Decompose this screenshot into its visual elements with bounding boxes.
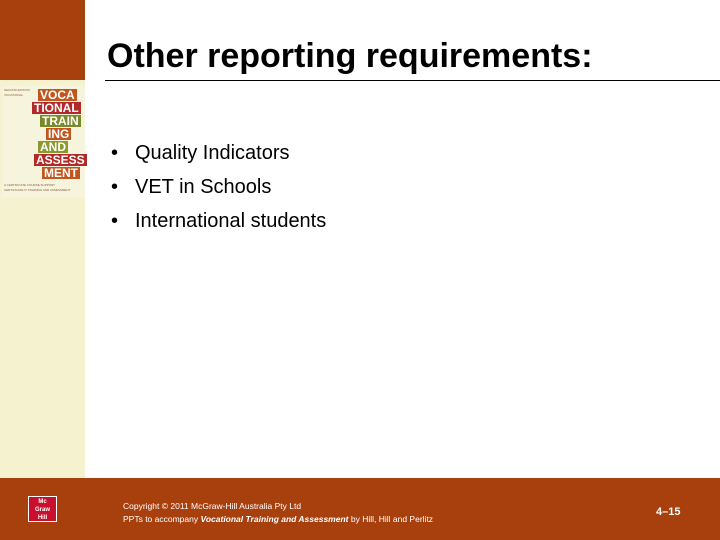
bullet-text: Quality Indicators: [135, 142, 290, 164]
ppts-prefix: PPTs to accompany: [123, 514, 201, 524]
ppts-line: [123, 513, 433, 526]
cover-word-5: AND: [40, 140, 66, 154]
left-sidebar: [0, 0, 85, 540]
cover-word-3: TRAIN: [42, 114, 79, 128]
bullet-text: VET in Schools: [135, 176, 272, 198]
bullet-item: [111, 170, 326, 204]
page-number: 4–15: [656, 506, 681, 518]
cover-subtitle-1: A CERTIFICATE COURSE SUPPORT: [4, 183, 56, 187]
top-left-band: [0, 0, 85, 80]
logo-line-1: Mc: [38, 499, 47, 505]
cover-word-4: ING: [48, 127, 70, 141]
title-underline: [105, 80, 720, 81]
bullet-icon: •: [111, 210, 119, 232]
cover-subtitle-2: CERTIFICATE IV TRAINING AND ASSESSMENT: [4, 188, 71, 192]
logo-line-2: Graw: [34, 507, 50, 513]
footer-text: [123, 500, 433, 526]
copyright-text: Copyright © 2011 McGraw-Hill Australia Pty Ltd: [123, 501, 302, 511]
bullet-icon: •: [111, 176, 119, 198]
book-cover-image: [2, 86, 85, 198]
cover-word-2: TIONAL: [34, 101, 79, 115]
cover-word-6: ASSESS: [36, 153, 85, 167]
book-title: Vocational Training and Assessment: [200, 514, 349, 524]
slide-title: Other reporting requirements:: [107, 37, 593, 75]
bullet-icon: •: [111, 142, 119, 164]
bullet-list: [111, 136, 326, 238]
mcgraw-hill-logo: [28, 496, 57, 522]
cover-word-7: MENT: [44, 166, 78, 180]
cover-word-1: VOCA: [40, 88, 75, 102]
cover-series-text: VOCATIONAL: [4, 93, 24, 97]
cover-edition-text: SECOND EDITION: [4, 88, 30, 92]
bullet-item: [111, 136, 326, 170]
bullet-item: [111, 204, 326, 238]
bullet-text: International students: [135, 210, 327, 232]
ppts-suffix: by Hill, Hill and Perlitz: [348, 514, 434, 524]
logo-line-3: Hill: [37, 515, 48, 521]
